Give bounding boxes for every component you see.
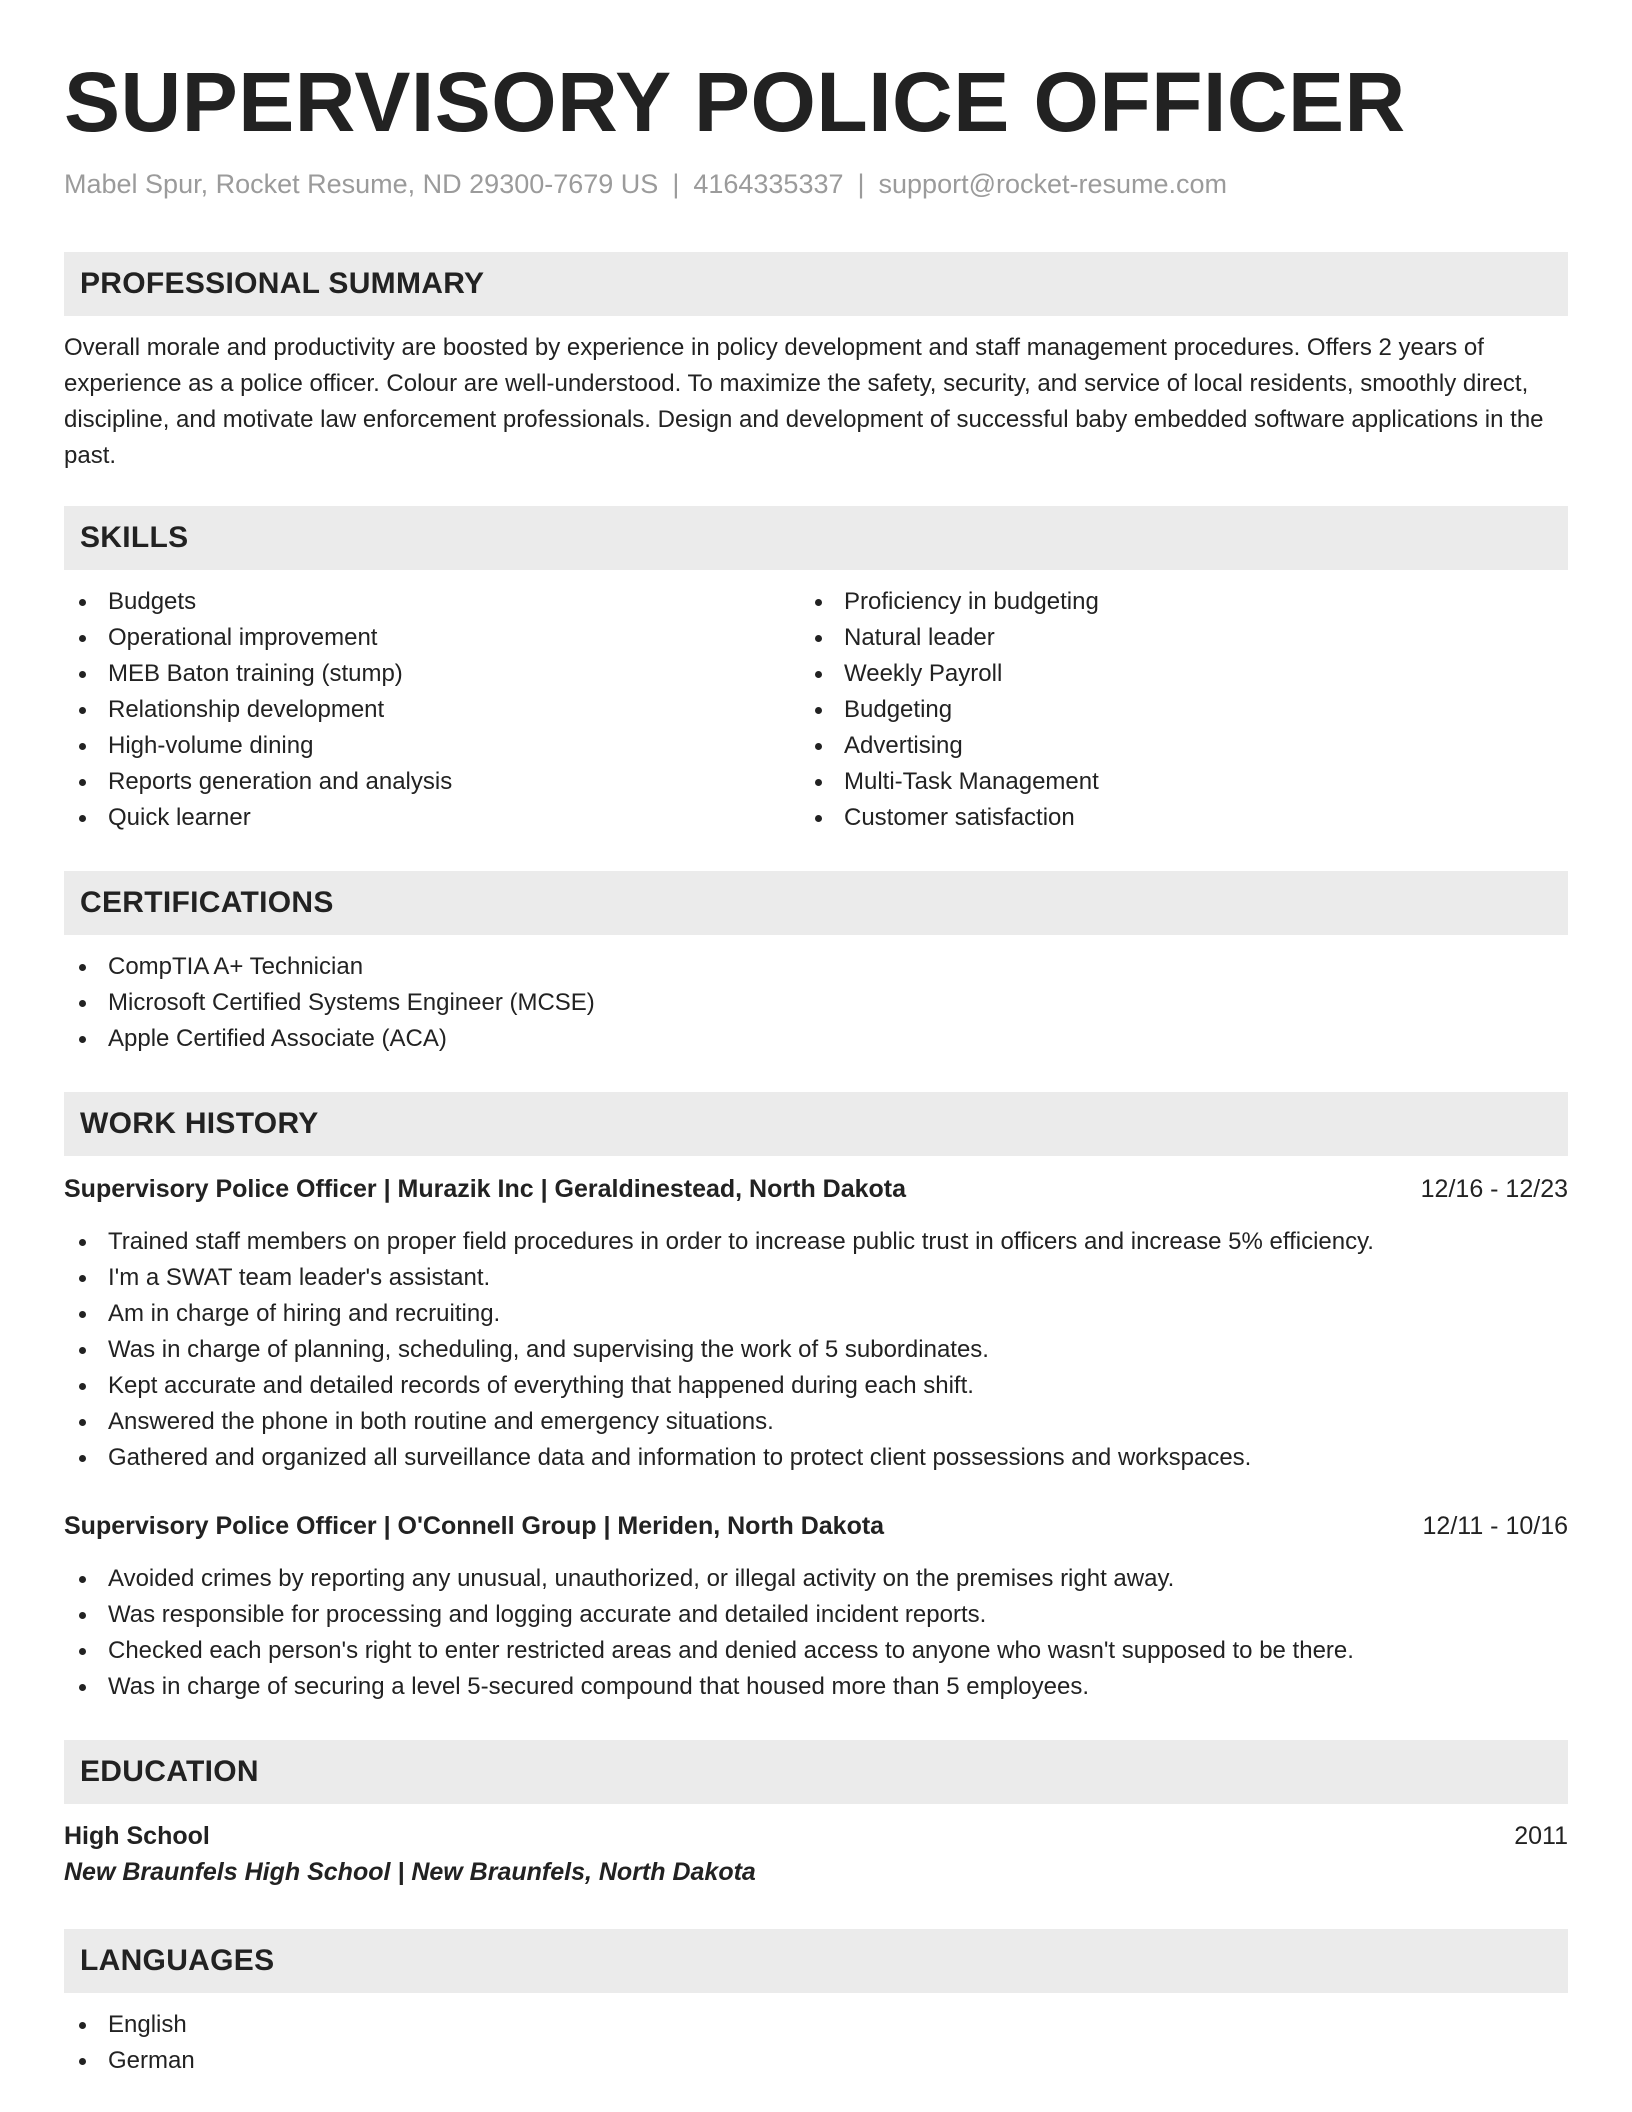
contact-phone: 4164335337 [693,169,844,199]
skill-item: Multi-Task Management [800,764,1099,800]
skill-item: Budgets [64,584,452,620]
job-bullet: Am in charge of hiring and recruiting. [64,1296,1374,1332]
resume-title: SUPERVISORY POLICE OFFICER [64,55,1406,149]
certifications-list [64,949,595,1057]
certification-item: CompTIA A+ Technician [64,949,595,985]
job-bullet: Trained staff members on proper field procedures in order to increase public trust in officers and increase 5% efficiency. [64,1224,1374,1260]
job-title: Supervisory Police Officer | O'Connell Group | Meriden, North Dakota [64,1512,885,1540]
contact-separator: | [857,169,865,199]
section-heading: LANGUAGES [80,1944,275,1977]
education-year: 2011 [1514,1822,1568,1850]
skill-item: Customer satisfaction [800,800,1099,836]
section-header-skills [64,506,1568,570]
job-bullet: Kept accurate and detailed records of everything that happened during each shift. [64,1368,1374,1404]
summary-text: Overall morale and productivity are boosted by experience in policy development and staff management procedures. Offers 2 years of experience as a police officer. Colour are well-understood. To maximize the safety, security, and service of local residents, smoothly direct, discipline, and motivate law enforcement professionals. Design and development of successful baby embedded software applications in the past. [64,334,1544,469]
skill-item: Proficiency in budgeting [800,584,1099,620]
job-bullet: Was in charge of planning, scheduling, and supervising the work of 5 subordinates. [64,1332,1374,1368]
skill-item: Quick learner [64,800,452,836]
job-bullets [64,1224,1374,1476]
skill-item: Weekly Payroll [800,656,1099,692]
certification-item: Microsoft Certified Systems Engineer (MCSE) [64,985,595,1021]
job-title: Supervisory Police Officer | Murazik Inc | Geraldinestead, North Dakota [64,1175,907,1203]
job-bullet: Checked each person's right to enter restricted areas and denied access to anyone who wasn't supposed to be there. [64,1633,1354,1669]
section-heading: SKILLS [80,521,189,554]
education-degree: High School [64,1822,210,1850]
section-heading: WORK HISTORY [80,1107,319,1140]
skills-list-right [800,584,1099,836]
language-item: German [64,2043,195,2079]
section-heading: CERTIFICATIONS [80,886,334,919]
job-bullet: Was responsible for processing and logging accurate and detailed incident reports. [64,1597,1354,1633]
certification-item: Apple Certified Associate (ACA) [64,1021,595,1057]
languages-list [64,2007,195,2079]
contact-email: support@rocket-resume.com [878,169,1228,199]
skill-item: MEB Baton training (stump) [64,656,452,692]
section-header-languages [64,1929,1568,1993]
skill-item: Operational improvement [64,620,452,656]
job-bullets [64,1561,1354,1705]
job-bullet: Answered the phone in both routine and emergency situations. [64,1404,1374,1440]
section-heading: EDUCATION [80,1755,259,1788]
skill-item: Reports generation and analysis [64,764,452,800]
section-header-summary [64,252,1568,316]
skill-item: Budgeting [800,692,1099,728]
job-dates: 12/11 - 10/16 [1422,1512,1568,1540]
section-header-certifications [64,871,1568,935]
section-heading: PROFESSIONAL SUMMARY [80,267,485,300]
skills-list-left [64,584,452,836]
skill-item: High-volume dining [64,728,452,764]
job-bullet: Was in charge of securing a level 5-secured compound that housed more than 5 employees. [64,1669,1354,1705]
skill-item: Natural leader [800,620,1099,656]
contact-separator: | [672,169,680,199]
section-header-education [64,1740,1568,1804]
section-header-work-history [64,1092,1568,1156]
skill-item: Advertising [800,728,1099,764]
job-bullet: Avoided crimes by reporting any unusual, unauthorized, or illegal activity on the premises right away. [64,1561,1354,1597]
skill-item: Relationship development [64,692,452,728]
job-bullet: I'm a SWAT team leader's assistant. [64,1260,1374,1296]
job-dates: 12/16 - 12/23 [1420,1175,1568,1203]
job-bullet: Gathered and organized all surveillance data and information to protect client possessions and workspaces. [64,1440,1374,1476]
language-item: English [64,2007,195,2043]
education-school: New Braunfels High School | New Braunfels, North Dakota [64,1858,756,1886]
contact-line [64,164,1227,204]
contact-address: Mabel Spur, Rocket Resume, ND 29300-7679 US [64,169,659,199]
